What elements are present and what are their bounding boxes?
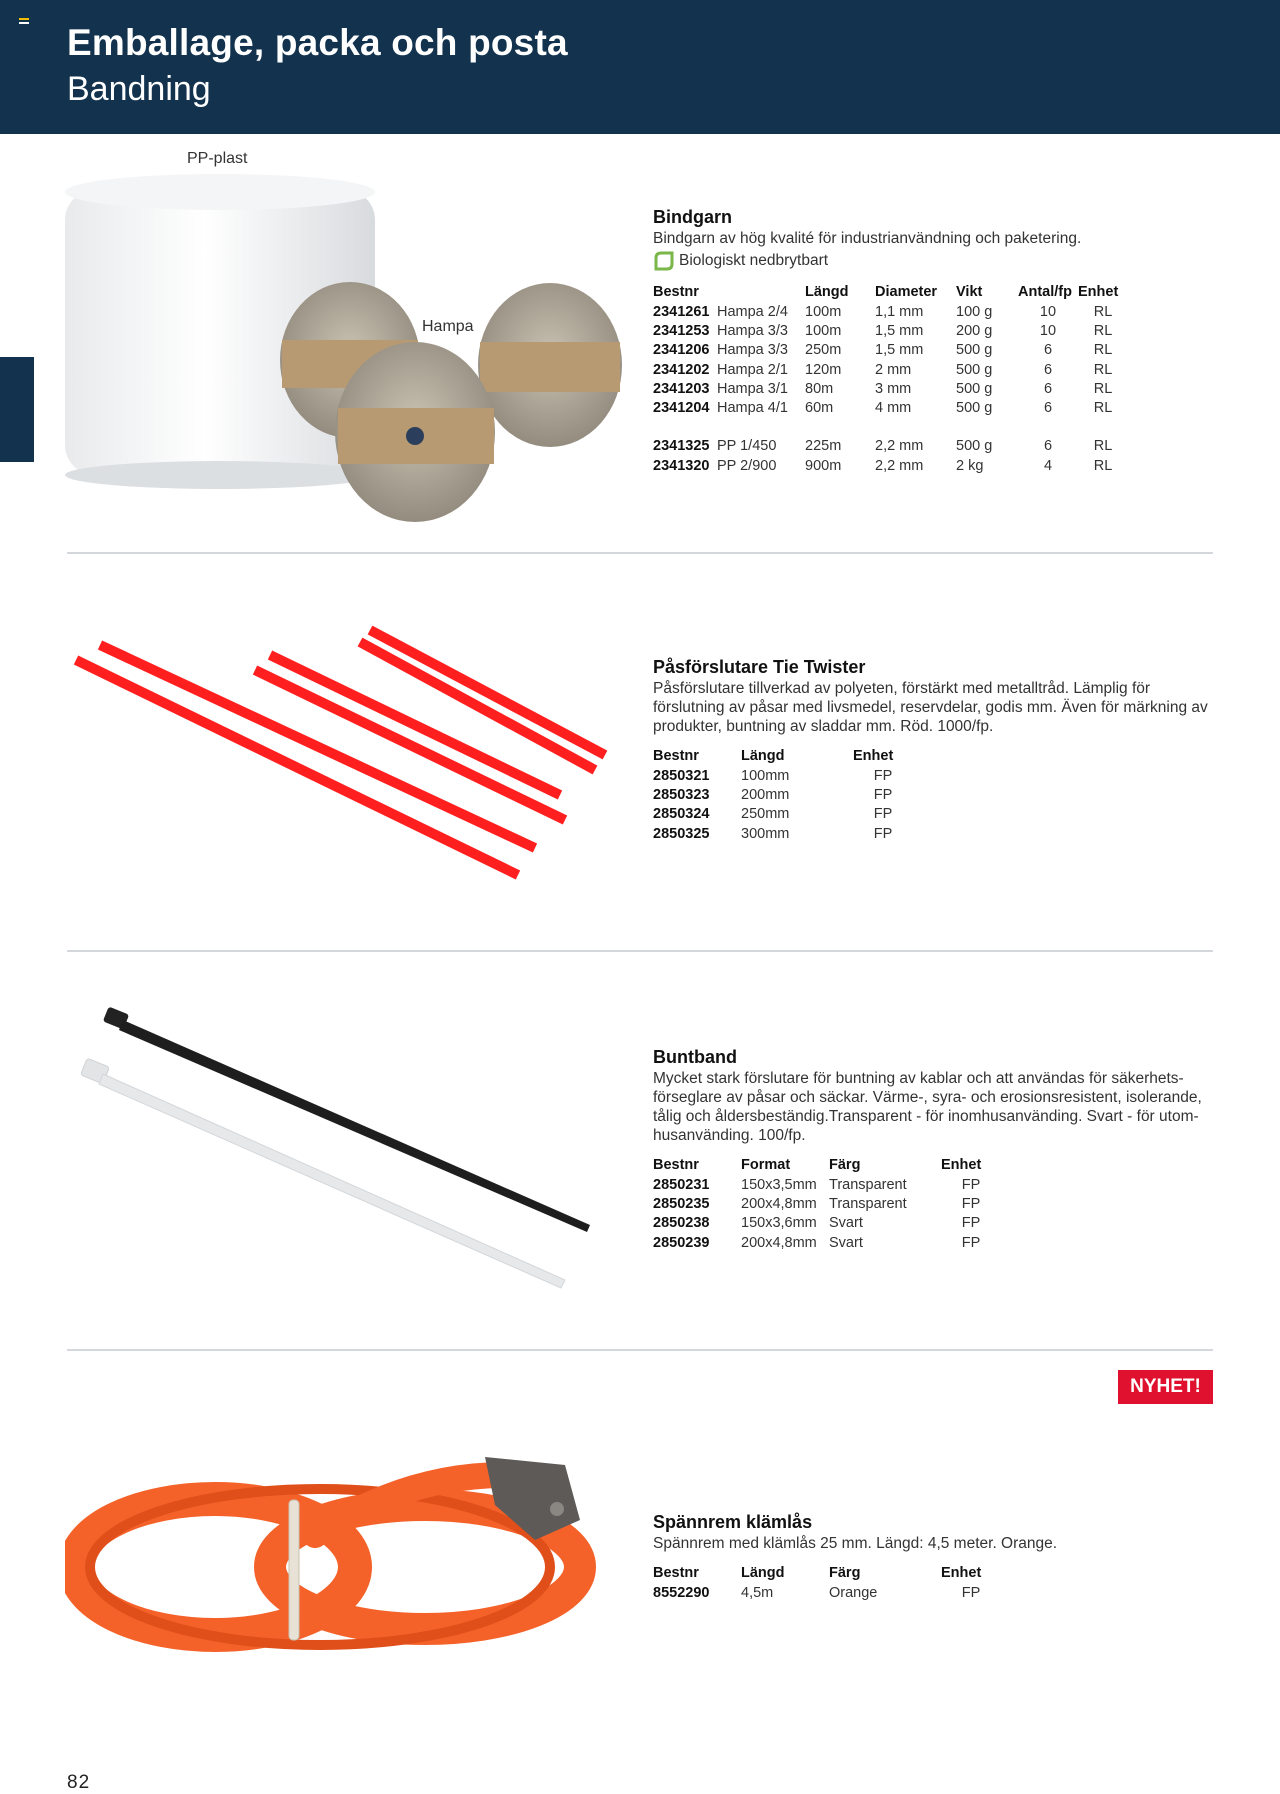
antal-cell: 10: [1039, 322, 1057, 339]
vikt-cell: 500 g: [956, 342, 993, 359]
farg-cell: Transparent: [829, 1176, 907, 1193]
table-row: [653, 785, 913, 804]
enhet-cell: RL: [1093, 342, 1113, 359]
page-header: [0, 0, 1280, 134]
name-cell: Hampa 3/3: [717, 342, 788, 359]
bestnr-cell: 2850325: [653, 825, 710, 842]
bestnr-cell: 2341204: [653, 400, 710, 417]
enhet-cell: RL: [1093, 380, 1113, 397]
black-cable-tie: [103, 1006, 590, 1232]
table-row: [653, 1583, 1001, 1602]
table-row: [653, 1233, 1001, 1252]
bestnr-cell: 2850238: [653, 1215, 710, 1232]
bestnr-cell: 2341261: [653, 303, 710, 320]
table-row: [653, 456, 1128, 475]
bio-note: [653, 250, 1213, 272]
tie-twister-product: [653, 657, 1213, 843]
langd-cell: 100m: [805, 303, 842, 320]
tie-twister-table: [653, 746, 913, 843]
red-strip: [255, 670, 565, 820]
page-number: 82: [67, 1772, 91, 1793]
spannrem-image: [65, 1445, 610, 1660]
format-cell: 150x3,6mm: [741, 1215, 817, 1232]
diameter-cell: 4 mm: [875, 400, 912, 417]
enhet-cell: FP: [873, 786, 893, 803]
enhet-cell: FP: [961, 1584, 981, 1601]
enhet-cell: FP: [961, 1234, 981, 1251]
col-header: Enhet: [941, 1565, 982, 1581]
table-header-row: [653, 1155, 1001, 1175]
buntband-title: Buntband: [653, 1047, 737, 1067]
diameter-cell: 2,2 mm: [875, 438, 924, 455]
leaf-icon: [653, 250, 675, 272]
vikt-cell: 500 g: [956, 380, 993, 397]
enhet-cell: FP: [961, 1195, 981, 1212]
strap-band: [289, 1500, 299, 1640]
bindgarn-image: [60, 170, 630, 535]
col-header: Vikt: [956, 284, 983, 300]
langd-cell: 80m: [805, 380, 834, 397]
bestnr-cell: 8552290: [653, 1584, 710, 1601]
enhet-cell: FP: [961, 1176, 981, 1193]
format-cell: 150x3,5mm: [741, 1176, 817, 1193]
tie-twister-image: [70, 620, 610, 890]
enhet-cell: RL: [1093, 361, 1113, 378]
tie-twister-title: Påsförslutare Tie Twister: [653, 657, 866, 677]
langd-cell: 100m: [805, 322, 842, 339]
langd-cell: 250m: [805, 342, 842, 359]
farg-cell: Svart: [829, 1215, 863, 1232]
col-header: Färg: [829, 1157, 861, 1173]
bestnr-cell: 2341202: [653, 361, 710, 378]
table-row: [653, 321, 1128, 340]
langd-cell: 225m: [805, 438, 842, 455]
col-header: Enhet: [853, 748, 894, 764]
bindgarn-description: Bindgarn av hög kvalité för industrianvändning och paketering.: [653, 230, 1082, 247]
bestnr-cell: 2341320: [653, 457, 710, 474]
table-row: [653, 805, 913, 824]
vikt-cell: 500 g: [956, 361, 993, 378]
antal-cell: 6: [1043, 342, 1053, 359]
bindgarn-title: Bindgarn: [653, 207, 732, 227]
langd-cell: 120m: [805, 361, 842, 378]
antal-cell: 10: [1039, 303, 1057, 320]
antal-cell: 6: [1043, 438, 1053, 455]
bestnr-cell: 2341203: [653, 380, 710, 397]
farg-cell: Orange: [829, 1584, 878, 1601]
enhet-cell: RL: [1093, 400, 1113, 417]
col-header: Antal/fp: [1018, 284, 1072, 300]
farg-cell: Svart: [829, 1234, 863, 1251]
table-row: [653, 1175, 1001, 1194]
col-header: Diameter: [875, 284, 938, 300]
col-header: Färg: [829, 1565, 861, 1581]
langd-cell: 4,5m: [741, 1584, 774, 1601]
langd-cell: 250mm: [741, 806, 790, 823]
format-cell: 200x4,8mm: [741, 1234, 817, 1251]
table-row: [653, 360, 1128, 379]
section-divider: [67, 552, 1213, 554]
farg-cell: Transparent: [829, 1195, 907, 1212]
spannrem-product: [653, 1512, 1213, 1602]
nyhet-badge: NYHET!: [1118, 1370, 1213, 1404]
bestnr-cell: 2850323: [653, 786, 710, 803]
vikt-cell: 200 g: [956, 322, 993, 339]
pp-plast-label: PP-plast: [187, 150, 248, 167]
table-row: [653, 437, 1128, 456]
col-header: Bestnr: [653, 1157, 699, 1173]
section-divider: [67, 950, 1213, 952]
langd-cell: 900m: [805, 457, 842, 474]
col-header: Enhet: [941, 1157, 982, 1173]
tie-twister-description: Påsförslutare tillverkad av polyeten, förstärkt med metalltråd. Lämplig för förslutning av påsar med livsmedel, reservdelar, godis mm. Även för märkning av produkter, buntning av sladdar mm. Röd. 1000/fp.: [653, 680, 1208, 735]
table-row: [653, 398, 1128, 417]
bestnr-cell: 2850235: [653, 1195, 710, 1212]
transparent-cable-tie: [81, 1058, 565, 1288]
table-header-row: [653, 282, 1128, 302]
buntband-description: Mycket stark förslutare för buntning av kablar och att användas för säkerhets-förseglare av påsar och säckar. Värme-, syra- och erosionsresistent, isolerande, tålig och åldersbeständig.Transparent - för inomhusanvänding. Svart - för utom-husanvänding. 100/fp.: [653, 1070, 1202, 1144]
bindgarn-product: [653, 207, 1213, 475]
antal-cell: 6: [1043, 400, 1053, 417]
vikt-cell: 500 g: [956, 438, 993, 455]
diameter-cell: 2 mm: [875, 361, 912, 378]
hampa-label: Hampa: [422, 318, 474, 335]
section-divider: [67, 1349, 1213, 1351]
diameter-cell: 1,5 mm: [875, 342, 924, 359]
bio-text: Biologiskt nedbrytbart: [679, 252, 829, 269]
table-row: [653, 1214, 1001, 1233]
col-header: Format: [741, 1157, 791, 1173]
langd-cell: 300mm: [741, 825, 790, 842]
bindgarn-table: [653, 282, 1128, 475]
langd-cell: 100mm: [741, 767, 790, 784]
col-header: Enhet: [1078, 284, 1119, 300]
enhet-cell: FP: [961, 1215, 981, 1232]
bestnr-cell: 2850231: [653, 1176, 710, 1193]
vikt-cell: 100 g: [956, 303, 993, 320]
table-row: [653, 1194, 1001, 1213]
name-cell: PP 2/900: [717, 457, 777, 474]
table-row: [653, 766, 913, 785]
col-header: Bestnr: [653, 748, 699, 764]
vikt-cell: 2 kg: [956, 457, 984, 474]
hampa-ball-right: [478, 283, 622, 447]
vikt-cell: 500 g: [956, 400, 993, 417]
table-row: [653, 302, 1128, 321]
bestnr-cell: 2341325: [653, 438, 710, 455]
table-header-row: [653, 1563, 1001, 1583]
bestnr-cell: 2850239: [653, 1234, 710, 1251]
table-row: [653, 341, 1128, 360]
langd-cell: 200mm: [741, 786, 790, 803]
enhet-cell: RL: [1093, 322, 1113, 339]
name-cell: PP 1/450: [717, 438, 777, 455]
col-header: Längd: [805, 284, 849, 300]
col-header: Längd: [741, 748, 785, 764]
diameter-cell: 2,2 mm: [875, 457, 924, 474]
name-cell: Hampa 2/4: [717, 303, 788, 320]
hampa-ball-front: [335, 342, 495, 522]
antal-cell: 6: [1043, 380, 1053, 397]
page-subtitle: Bandning: [67, 70, 211, 108]
red-strip: [370, 630, 605, 755]
col-header: Bestnr: [653, 1565, 699, 1581]
spannrem-title: Spännrem klämlås: [653, 1512, 813, 1532]
section-side-tab: [0, 357, 34, 462]
spannrem-table: [653, 1563, 1001, 1602]
bestnr-cell: 2850324: [653, 806, 710, 823]
name-cell: Hampa 2/1: [717, 361, 788, 378]
enhet-cell: RL: [1093, 438, 1113, 455]
antal-cell: 4: [1043, 457, 1053, 474]
buntband-table: [653, 1155, 1001, 1252]
enhet-cell: RL: [1093, 457, 1113, 474]
enhet-cell: FP: [873, 767, 893, 784]
antal-cell: 6: [1043, 361, 1053, 378]
col-header: Längd: [741, 1565, 785, 1581]
diameter-cell: 1,1 mm: [875, 303, 924, 320]
langd-cell: 60m: [805, 400, 834, 417]
buntband-image: [75, 1000, 605, 1300]
bestnr-cell: 2341253: [653, 322, 710, 339]
table-header-row: [653, 746, 913, 766]
name-cell: Hampa 3/1: [717, 380, 788, 397]
bestnr-cell: 2341206: [653, 342, 710, 359]
buntband-product: [653, 1047, 1213, 1252]
spannrem-description: Spännrem med klämlås 25 mm. Längd: 4,5 meter. Orange.: [653, 1535, 1058, 1552]
menu-icon[interactable]: [19, 18, 29, 26]
name-cell: Hampa 3/3: [717, 322, 788, 339]
format-cell: 200x4,8mm: [741, 1195, 817, 1212]
enhet-cell: RL: [1093, 303, 1113, 320]
enhet-cell: FP: [873, 806, 893, 823]
enhet-cell: FP: [873, 825, 893, 842]
diameter-cell: 3 mm: [875, 380, 912, 397]
table-row: [653, 379, 1128, 398]
name-cell: Hampa 4/1: [717, 400, 788, 417]
table-row: [653, 824, 913, 843]
diameter-cell: 1,5 mm: [875, 322, 924, 339]
col-header: Bestnr: [653, 284, 699, 300]
page-title: Emballage, packa och posta: [67, 22, 568, 63]
bestnr-cell: 2850321: [653, 767, 710, 784]
